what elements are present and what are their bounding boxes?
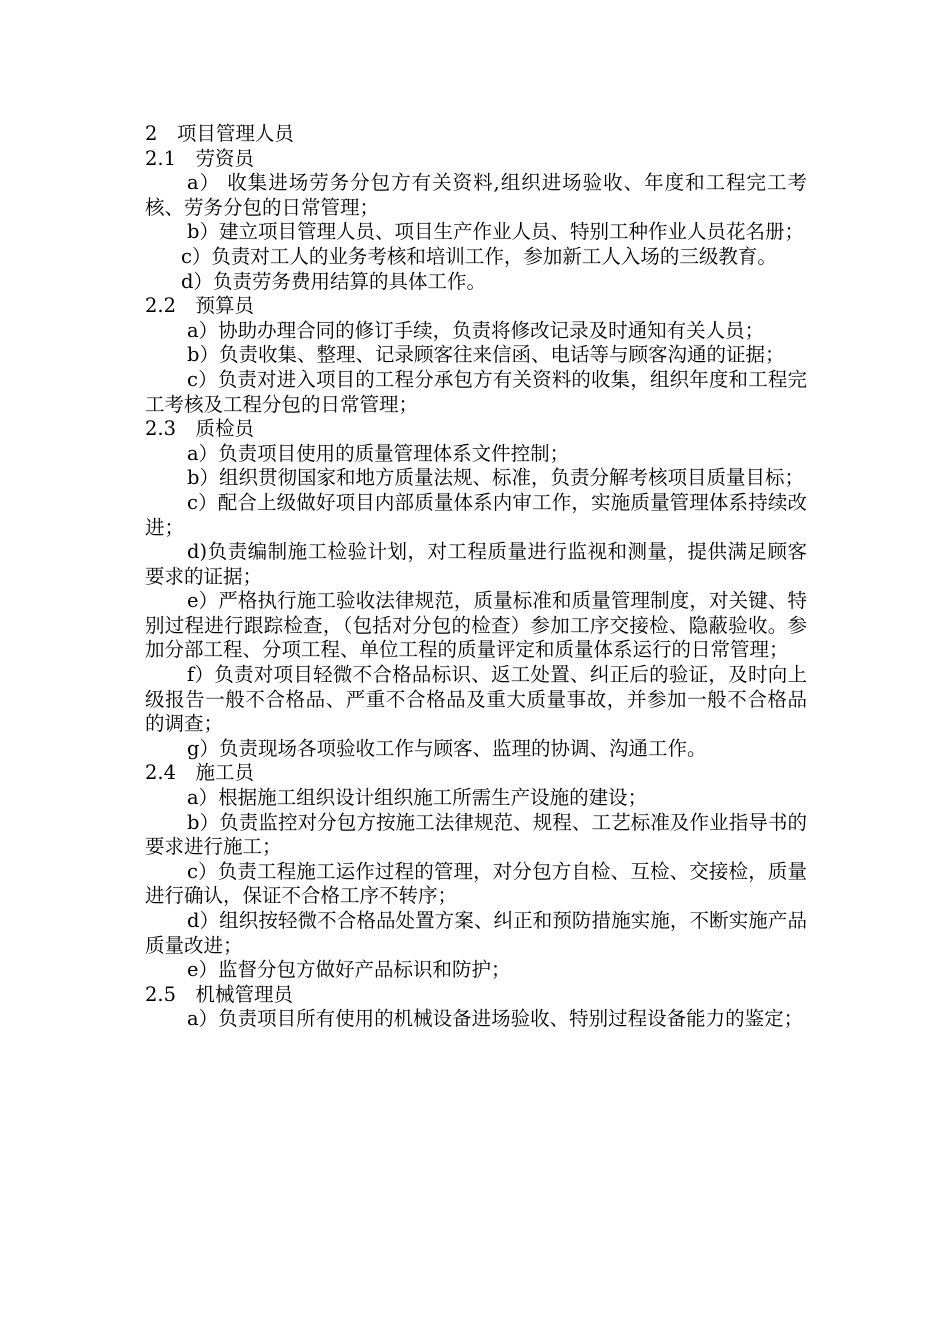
list-item: e）严格执行施工验收法律规范，质量标准和质量管理制度，对关键、特别过程进行跟踪检查，（包括对分包的检查）参加工序交接检、隐蔽验收。参加分部工程、分项工程、单位工程的质量评定和质量体系运行的日常管理； [145,589,807,662]
list-item: d）组织按轻微不合格品处置方案、纠正和预防措施实施，不断实施产品质量改进； [145,909,807,957]
list-item: c）负责对进入项目的工程分承包方有关资料的收集，组织年度和工程完工考核及工程分包的日常管理； [145,367,807,416]
list-item: b）负责收集、整理、记录顾客往来信函、电话等与顾客沟通的证据； [187,343,785,367]
list-item: c）负责工程施工运作过程的管理，对分包方自检、互检、交接检，质量进行确认，保证不合格工序不转序； [145,859,807,908]
list-item: a）协助办理合同的修订手续，负责将修改记录及时通知有关人员； [187,318,765,342]
list-item: a）根据施工组织设计组织施工所需生产设施的建设； [187,786,648,810]
section-heading-machinery: 2.5 机械管理员 [145,982,294,1006]
document-title: 2 项目管理人员 [145,122,294,145]
list-item: d)负责编制施工检验计划，对工程质量进行监视和测量，提供满足顾客要求的证据； [145,540,807,588]
list-item: f）负责对项目轻微不合格品标识、返工处置、纠正后的验证，及时向上级报告一般不合格品、严重不合格品及重大质量事故，并参加一般不合格品的调查； [145,663,807,736]
document-page [145,122,807,1032]
list-item: a）负责项目所有使用的机械设备进场验收、特别过程设备能力的鉴定； [187,1007,804,1031]
list-item: c）负责对工人的业务考核和培训工作，参加新工人入场的三级教育。 [181,244,777,268]
list-item: b）组织贯彻国家和地方质量法规、标准，负责分解考核项目质量目标； [187,466,804,490]
list-item: b）建立项目管理人员、项目生产作业人员、特别工种作业人员花名册； [187,220,804,244]
section-heading-quality: 2.3 质检员 [145,417,255,441]
section-heading-budget: 2.2 预算员 [145,294,255,318]
list-item: c）配合上级做好项目内部质量体系内审工作，实施质量管理体系持续改进； [145,490,807,539]
list-item: d）负责劳务费用结算的具体工作。 [181,269,486,293]
list-item: a） 收集进场劳务分包方有关资料,组织进场验收、年度和工程完工考核、劳务分包的日常管理； [145,171,807,219]
list-item: g）负责现场各项验收工作与顾客、监理的协调、沟通工作。 [187,736,707,760]
list-item: b）负责监控对分包方按施工法律规范、规程、工艺标准及作业指导书的要求进行施工； [145,810,807,859]
section-heading-labor: 2.1 劳资员 [145,146,255,170]
section-heading-construction: 2.4 施工员 [145,761,255,785]
list-item: a）负责项目使用的质量管理体系文件控制； [187,441,570,465]
list-item: e）监督分包方做好产品标识和防护； [187,958,511,982]
